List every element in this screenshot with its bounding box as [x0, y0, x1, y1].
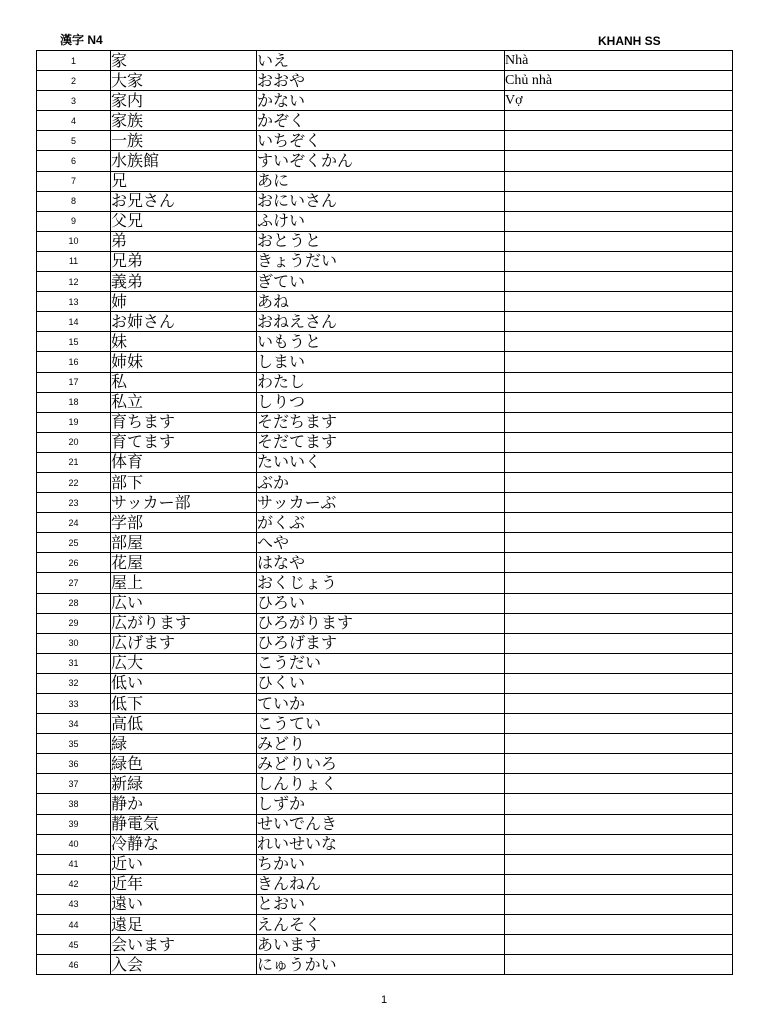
reading-cell: れいせいな	[257, 834, 505, 854]
table-row	[37, 211, 733, 231]
meaning-cell	[505, 472, 733, 492]
meaning-cell	[505, 111, 733, 131]
table-row	[37, 553, 733, 573]
document-title: 漢字 N4	[60, 33, 103, 47]
row-number: 15	[37, 332, 111, 352]
table-row	[37, 111, 733, 131]
meaning-cell	[505, 211, 733, 231]
kanji-cell: 姉妹	[111, 352, 257, 372]
kanji-cell: 高低	[111, 714, 257, 734]
row-number: 1	[37, 51, 111, 71]
table-row	[37, 231, 733, 251]
reading-cell: いもうと	[257, 332, 505, 352]
row-number: 2	[37, 71, 111, 91]
kanji-cell: 広い	[111, 593, 257, 613]
row-number: 26	[37, 553, 111, 573]
table-row	[37, 613, 733, 633]
reading-cell: ふけい	[257, 211, 505, 231]
reading-cell: にゅうかい	[257, 955, 505, 975]
reading-cell: ちかい	[257, 854, 505, 874]
kanji-cell: 屋上	[111, 573, 257, 593]
meaning-cell	[505, 131, 733, 151]
reading-cell: みどり	[257, 734, 505, 754]
reading-cell: しんりょく	[257, 774, 505, 794]
table-row	[37, 131, 733, 151]
row-number: 36	[37, 754, 111, 774]
reading-cell: いえ	[257, 51, 505, 71]
meaning-cell	[505, 533, 733, 553]
meaning-cell	[505, 332, 733, 352]
table-row	[37, 894, 733, 914]
kanji-cell: 私	[111, 372, 257, 392]
table-row	[37, 151, 733, 171]
meaning-cell	[505, 754, 733, 774]
meaning-cell	[505, 593, 733, 613]
vocabulary-table	[36, 50, 733, 975]
reading-cell: おにいさん	[257, 191, 505, 211]
meaning-cell	[505, 191, 733, 211]
meaning-cell	[505, 452, 733, 472]
reading-cell: ひろい	[257, 593, 505, 613]
kanji-cell: 低い	[111, 673, 257, 693]
row-number: 45	[37, 935, 111, 955]
row-number: 19	[37, 412, 111, 432]
table-row	[37, 513, 733, 533]
table-row	[37, 935, 733, 955]
reading-cell: サッカーぶ	[257, 493, 505, 513]
table-row	[37, 955, 733, 975]
table-row	[37, 533, 733, 553]
reading-cell: しずか	[257, 794, 505, 814]
kanji-cell: 育ちます	[111, 412, 257, 432]
row-number: 33	[37, 694, 111, 714]
table-row	[37, 71, 733, 91]
table-row	[37, 332, 733, 352]
author-name: KHANH SS	[598, 34, 661, 48]
kanji-cell: 私立	[111, 392, 257, 412]
meaning-cell	[505, 573, 733, 593]
reading-cell: ひろげます	[257, 633, 505, 653]
reading-cell: おくじょう	[257, 573, 505, 593]
reading-cell: すいぞくかん	[257, 151, 505, 171]
table-row	[37, 814, 733, 834]
reading-cell: かぞく	[257, 111, 505, 131]
meaning-cell	[505, 412, 733, 432]
reading-cell: ぶか	[257, 472, 505, 492]
row-number: 38	[37, 794, 111, 814]
meaning-cell: Nhà	[505, 51, 733, 71]
reading-cell: きんねん	[257, 874, 505, 894]
reading-cell: おとうと	[257, 231, 505, 251]
row-number: 43	[37, 894, 111, 914]
table-row	[37, 493, 733, 513]
table-row	[37, 412, 733, 432]
row-number: 39	[37, 814, 111, 834]
meaning-cell	[505, 935, 733, 955]
kanji-cell: 大家	[111, 71, 257, 91]
reading-cell: いちぞく	[257, 131, 505, 151]
meaning-cell	[505, 553, 733, 573]
reading-cell: あに	[257, 171, 505, 191]
meaning-cell	[505, 814, 733, 834]
meaning-cell	[505, 894, 733, 914]
kanji-cell: 会います	[111, 935, 257, 955]
kanji-cell: サッカー部	[111, 493, 257, 513]
meaning-cell	[505, 251, 733, 271]
table-row	[37, 714, 733, 734]
reading-cell: みどりいろ	[257, 754, 505, 774]
row-number: 35	[37, 734, 111, 754]
meaning-cell	[505, 272, 733, 292]
reading-cell: こうてい	[257, 714, 505, 734]
kanji-cell: 近年	[111, 874, 257, 894]
meaning-cell	[505, 231, 733, 251]
table-row	[37, 251, 733, 271]
meaning-cell	[505, 613, 733, 633]
table-row	[37, 372, 733, 392]
reading-cell: わたし	[257, 372, 505, 392]
reading-cell: しまい	[257, 352, 505, 372]
table-row	[37, 312, 733, 332]
row-number: 34	[37, 714, 111, 734]
meaning-cell	[505, 794, 733, 814]
table-row	[37, 633, 733, 653]
row-number: 42	[37, 874, 111, 894]
kanji-cell: 部下	[111, 472, 257, 492]
meaning-cell	[505, 292, 733, 312]
kanji-cell: 緑色	[111, 754, 257, 774]
reading-cell: ひろがります	[257, 613, 505, 633]
kanji-cell: 父兄	[111, 211, 257, 231]
reading-cell: そだてます	[257, 432, 505, 452]
meaning-cell: Chủ nhà	[505, 71, 733, 91]
meaning-cell: Vợ	[505, 91, 733, 111]
kanji-cell: 部屋	[111, 533, 257, 553]
reading-cell: ぎてい	[257, 272, 505, 292]
row-number: 17	[37, 372, 111, 392]
reading-cell: せいでんき	[257, 814, 505, 834]
row-number: 8	[37, 191, 111, 211]
row-number: 24	[37, 513, 111, 533]
table-row	[37, 734, 733, 754]
row-number: 4	[37, 111, 111, 131]
row-number: 10	[37, 231, 111, 251]
reading-cell: しりつ	[257, 392, 505, 412]
kanji-cell: 広げます	[111, 633, 257, 653]
row-number: 12	[37, 272, 111, 292]
row-number: 30	[37, 633, 111, 653]
reading-cell: あいます	[257, 935, 505, 955]
meaning-cell	[505, 171, 733, 191]
row-number: 46	[37, 955, 111, 975]
table-row	[37, 392, 733, 412]
table-row	[37, 653, 733, 673]
table-row	[37, 754, 733, 774]
meaning-cell	[505, 955, 733, 975]
row-number: 16	[37, 352, 111, 372]
row-number: 3	[37, 91, 111, 111]
kanji-cell: 静電気	[111, 814, 257, 834]
row-number: 37	[37, 774, 111, 794]
table-row	[37, 834, 733, 854]
row-number: 44	[37, 915, 111, 935]
row-number: 6	[37, 151, 111, 171]
kanji-cell: 兄弟	[111, 251, 257, 271]
row-number: 14	[37, 312, 111, 332]
table-row	[37, 694, 733, 714]
reading-cell: えんそく	[257, 915, 505, 935]
meaning-cell	[505, 653, 733, 673]
row-number: 28	[37, 593, 111, 613]
meaning-cell	[505, 714, 733, 734]
reading-cell: あね	[257, 292, 505, 312]
reading-cell: おおや	[257, 71, 505, 91]
kanji-cell: 近い	[111, 854, 257, 874]
row-number: 5	[37, 131, 111, 151]
table-row	[37, 573, 733, 593]
row-number: 18	[37, 392, 111, 412]
table-row	[37, 874, 733, 894]
table-row	[37, 452, 733, 472]
kanji-cell: 兄	[111, 171, 257, 191]
row-number: 9	[37, 211, 111, 231]
kanji-cell: 広大	[111, 653, 257, 673]
table-row	[37, 673, 733, 693]
meaning-cell	[505, 392, 733, 412]
kanji-cell: 家内	[111, 91, 257, 111]
row-number: 23	[37, 493, 111, 513]
reading-cell: がくぶ	[257, 513, 505, 533]
reading-cell: はなや	[257, 553, 505, 573]
kanji-cell: 新緑	[111, 774, 257, 794]
kanji-cell: 水族館	[111, 151, 257, 171]
kanji-cell: 広がります	[111, 613, 257, 633]
reading-cell: とおい	[257, 894, 505, 914]
meaning-cell	[505, 874, 733, 894]
kanji-cell: お兄さん	[111, 191, 257, 211]
meaning-cell	[505, 513, 733, 533]
table-row	[37, 51, 733, 71]
table-row	[37, 774, 733, 794]
table-row	[37, 171, 733, 191]
reading-cell: へや	[257, 533, 505, 553]
table-row	[37, 352, 733, 372]
row-number: 20	[37, 432, 111, 452]
kanji-cell: 家	[111, 51, 257, 71]
row-number: 41	[37, 854, 111, 874]
row-number: 29	[37, 613, 111, 633]
meaning-cell	[505, 493, 733, 513]
kanji-cell: 入会	[111, 955, 257, 975]
reading-cell: おねえさん	[257, 312, 505, 332]
table-row	[37, 854, 733, 874]
kanji-cell: 遠い	[111, 894, 257, 914]
kanji-cell: 育てます	[111, 432, 257, 452]
meaning-cell	[505, 854, 733, 874]
kanji-cell: お姉さん	[111, 312, 257, 332]
meaning-cell	[505, 352, 733, 372]
reading-cell: たいいく	[257, 452, 505, 472]
row-number: 22	[37, 472, 111, 492]
kanji-cell: 緑	[111, 734, 257, 754]
vocabulary-table-body	[37, 51, 733, 975]
meaning-cell	[505, 734, 733, 754]
reading-cell: そだちます	[257, 412, 505, 432]
kanji-cell: 花屋	[111, 553, 257, 573]
meaning-cell	[505, 915, 733, 935]
kanji-cell: 体育	[111, 452, 257, 472]
table-row	[37, 272, 733, 292]
table-row	[37, 191, 733, 211]
kanji-cell: 義弟	[111, 272, 257, 292]
row-number: 21	[37, 452, 111, 472]
row-number: 11	[37, 251, 111, 271]
kanji-cell: 妹	[111, 332, 257, 352]
table-row	[37, 593, 733, 613]
page-number: 1	[380, 994, 388, 1006]
row-number: 25	[37, 533, 111, 553]
meaning-cell	[505, 834, 733, 854]
reading-cell: かない	[257, 91, 505, 111]
meaning-cell	[505, 633, 733, 653]
kanji-cell: 静か	[111, 794, 257, 814]
row-number: 32	[37, 673, 111, 693]
table-row	[37, 292, 733, 312]
reading-cell: きょうだい	[257, 251, 505, 271]
reading-cell: こうだい	[257, 653, 505, 673]
meaning-cell	[505, 372, 733, 392]
table-row	[37, 432, 733, 452]
row-number: 27	[37, 573, 111, 593]
meaning-cell	[505, 151, 733, 171]
reading-cell: ひくい	[257, 673, 505, 693]
kanji-cell: 一族	[111, 131, 257, 151]
kanji-cell: 学部	[111, 513, 257, 533]
meaning-cell	[505, 694, 733, 714]
meaning-cell	[505, 432, 733, 452]
table-row	[37, 794, 733, 814]
kanji-cell: 低下	[111, 694, 257, 714]
meaning-cell	[505, 673, 733, 693]
table-row	[37, 915, 733, 935]
kanji-cell: 冷静な	[111, 834, 257, 854]
meaning-cell	[505, 312, 733, 332]
kanji-cell: 姉	[111, 292, 257, 312]
row-number: 31	[37, 653, 111, 673]
kanji-cell: 弟	[111, 231, 257, 251]
table-row	[37, 91, 733, 111]
kanji-cell: 家族	[111, 111, 257, 131]
table-row	[37, 472, 733, 492]
row-number: 13	[37, 292, 111, 312]
reading-cell: ていか	[257, 694, 505, 714]
row-number: 7	[37, 171, 111, 191]
row-number: 40	[37, 834, 111, 854]
kanji-cell: 遠足	[111, 915, 257, 935]
meaning-cell	[505, 774, 733, 794]
